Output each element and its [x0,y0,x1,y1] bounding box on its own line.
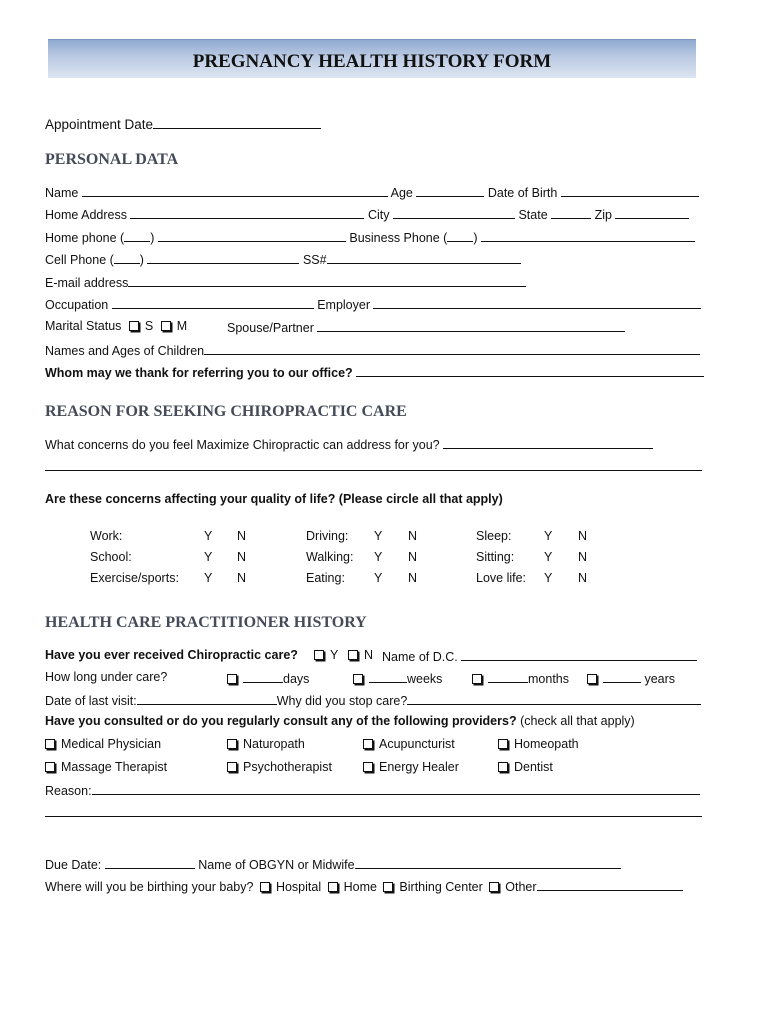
referral-label: Whom may we thank for referring you to our office? [45,366,353,380]
checkbox-icon [227,674,237,684]
checkbox-icon [348,650,358,660]
birthing-row [45,878,683,894]
quality-label: Work: [90,529,123,543]
age-field[interactable] [416,184,484,197]
quality-label: Sleep: [476,529,512,543]
phone-row [45,229,695,245]
how-long-label: How long under care? [45,670,168,684]
provider-option[interactable]: Medical Physician [45,737,161,751]
yes-option[interactable]: Y [544,571,553,585]
quality-label: Love life: [476,571,527,585]
name-label: Name [45,186,79,200]
history-heading: HEALTH CARE PRACTITIONER HISTORY [45,614,367,631]
no-option[interactable]: N [408,550,418,564]
city-field[interactable] [393,206,515,219]
yes-option[interactable]: Y [204,550,213,564]
consult-row [45,714,635,728]
quality-label: Driving: [306,529,349,543]
last-visit-label: Date of last visit: [45,694,137,708]
reason-field[interactable] [92,782,700,795]
check-all-note: (check all that apply) [520,714,635,728]
cell-phone-paren: ) [139,253,144,267]
business-phone-paren: ) [473,231,478,245]
quality-label: Eating: [306,571,345,585]
no-option[interactable]: N [578,571,588,585]
due-date-field[interactable] [105,856,195,869]
form-title: PREGNANCY HEALTH HISTORY FORM [192,51,552,72]
yes-option[interactable]: Y [544,529,553,543]
cell-phone-area-field[interactable] [114,251,140,264]
checkbox-icon [383,882,393,892]
yes-option[interactable]: Y [374,571,383,585]
reason-field-line-2[interactable] [45,816,702,817]
checkbox-icon [498,762,508,772]
yes-option[interactable]: Y [374,529,383,543]
obgyn-field[interactable] [355,856,621,869]
spouse-label: Spouse/Partner [227,321,314,335]
weeks-option[interactable]: weeks [353,670,442,686]
weeks-field[interactable] [369,670,407,683]
birthing-option-hospital[interactable]: Hospital [260,880,321,894]
appointment-date-label: Appointment Date [45,117,154,132]
months-option[interactable]: months [472,670,569,686]
checkbox-icon [227,762,237,772]
ssn-field[interactable] [327,251,521,264]
appointment-date-field[interactable] [153,116,321,129]
consult-question: Have you consulted or do you regularly consult any of the following providers? [45,714,517,728]
checkbox-icon [45,739,55,749]
quality-label: School: [90,550,132,564]
employer-label: Employer [317,298,370,312]
name-row [45,184,699,200]
home-phone-field[interactable] [158,229,346,242]
cell-phone-label: Cell Phone ( [45,253,114,267]
dc-name-label: Name of D.C. [382,650,458,664]
occupation-field[interactable] [112,296,314,309]
business-phone-label: Business Phone ( [349,231,448,245]
yes-option[interactable]: Y [544,550,553,564]
no-option[interactable]: N [578,529,588,543]
provider-option[interactable]: Energy Healer [363,760,459,774]
checkbox-icon [227,739,237,749]
home-phone-area-field[interactable] [124,229,150,242]
marital-row [45,319,187,333]
provider-option[interactable]: Naturopath [227,737,305,751]
quality-label: Exercise/sports: [90,571,179,585]
quality-label: Sitting: [476,550,515,564]
yes-option[interactable]: Y [204,571,213,585]
appointment-date-row [45,116,321,132]
no-option[interactable]: N [408,529,418,543]
concerns-row [45,436,653,452]
referral-field[interactable] [356,364,704,377]
home-address-label: Home Address [45,208,127,222]
checkbox-icon [129,321,139,331]
quality-label: Walking: [306,550,354,564]
birthing-option-other[interactable]: Other [489,880,682,894]
reason-row [45,782,700,798]
spouse-field[interactable] [317,319,625,332]
cell-phone-field[interactable] [147,251,299,264]
title-banner [48,39,696,78]
dc-name-row [382,648,697,664]
children-row [45,342,700,358]
provider-option[interactable]: Dentist [498,760,553,774]
reason-heading: REASON FOR SEEKING CHIROPRACTIC CARE [45,403,407,420]
ssn-label: SS# [302,253,327,267]
dob-label: Date of Birth [487,186,558,200]
provider-option[interactable]: Massage Therapist [45,760,167,774]
days-option[interactable]: days [227,670,309,686]
no-option[interactable]: N [237,550,247,564]
provider-option[interactable]: Acupuncturist [363,737,455,751]
home-address-field[interactable] [130,206,364,219]
checkbox-icon [363,762,373,772]
email-label: E-mail address [45,276,129,290]
years-option[interactable]: years [587,670,675,686]
yes-option[interactable]: Y [374,550,383,564]
no-option[interactable]: N [237,529,247,543]
checkbox-icon [45,762,55,772]
last-visit-row [45,692,701,708]
received-care-question: Have you ever received Chiropractic care? [45,648,298,662]
employer-field[interactable] [373,296,701,309]
city-label: City [367,208,390,222]
checkbox-icon [353,674,363,684]
referral-row [45,364,704,380]
marital-status-label: Marital Status [45,319,122,333]
children-label: Names and Ages of Children [45,344,205,358]
age-label: Age [390,186,413,200]
marital-m-option[interactable]: M [161,319,187,333]
dob-field[interactable] [561,184,699,197]
received-no-option[interactable]: N [348,648,373,662]
due-date-row [45,856,621,872]
months-field[interactable] [488,670,528,683]
yes-option[interactable]: Y [204,529,213,543]
email-row [45,274,526,290]
state-label: State [518,208,548,222]
received-yes-option[interactable]: Y [314,648,338,662]
checkbox-icon [260,882,270,892]
other-field[interactable] [537,878,683,891]
obgyn-label: Name of OBGYN or Midwife [198,858,355,872]
why-stop-field[interactable] [407,692,701,705]
home-phone-paren: ) [150,231,155,245]
provider-option[interactable]: Psychotherapist [227,760,332,774]
zip-field[interactable] [615,206,689,219]
birthing-option-home[interactable]: Home [328,880,377,894]
personal-data-heading: PERSONAL DATA [45,151,179,168]
checkbox-icon [328,882,338,892]
occupation-label: Occupation [45,298,109,312]
concerns-field[interactable] [443,436,653,449]
checkbox-icon [363,739,373,749]
cell-row [45,251,521,267]
occupation-row [45,296,701,312]
spouse-row [227,319,625,335]
no-option[interactable]: N [578,550,588,564]
checkbox-icon [587,674,597,684]
marital-s-option[interactable]: S [129,319,153,333]
zip-label: Zip [594,208,612,222]
email-field[interactable] [128,274,526,287]
birthing-question: Where will you be birthing your baby? [45,880,254,894]
days-field[interactable] [243,670,283,683]
why-stop-label: Why did you stop care? [276,694,408,708]
reason-label: Reason: [45,784,92,798]
business-phone-field[interactable] [481,229,695,242]
no-option[interactable]: N [237,571,247,585]
home-phone-label: Home phone ( [45,231,125,245]
checkbox-icon [498,739,508,749]
children-field[interactable] [204,342,700,355]
dc-name-field[interactable] [461,648,697,661]
checkbox-icon [472,674,482,684]
no-option[interactable]: N [408,571,418,585]
quality-question: Are these concerns affecting your quality of life? (Please circle all that apply) [45,492,503,506]
state-field[interactable] [551,206,591,219]
checkbox-icon [314,650,324,660]
checkbox-icon [161,321,171,331]
name-field[interactable] [82,184,388,197]
business-phone-area-field[interactable] [447,229,473,242]
birthing-option-center[interactable]: Birthing Center [383,880,482,894]
concerns-label: What concerns do you feel Maximize Chiropractic can address for you? [45,438,440,452]
provider-option[interactable]: Homeopath [498,737,579,751]
concerns-field-line-2[interactable] [45,470,702,471]
due-date-label: Due Date: [45,858,102,872]
years-field[interactable] [603,670,641,683]
address-row [45,206,689,222]
last-visit-field[interactable] [137,692,277,705]
checkbox-icon [489,882,499,892]
